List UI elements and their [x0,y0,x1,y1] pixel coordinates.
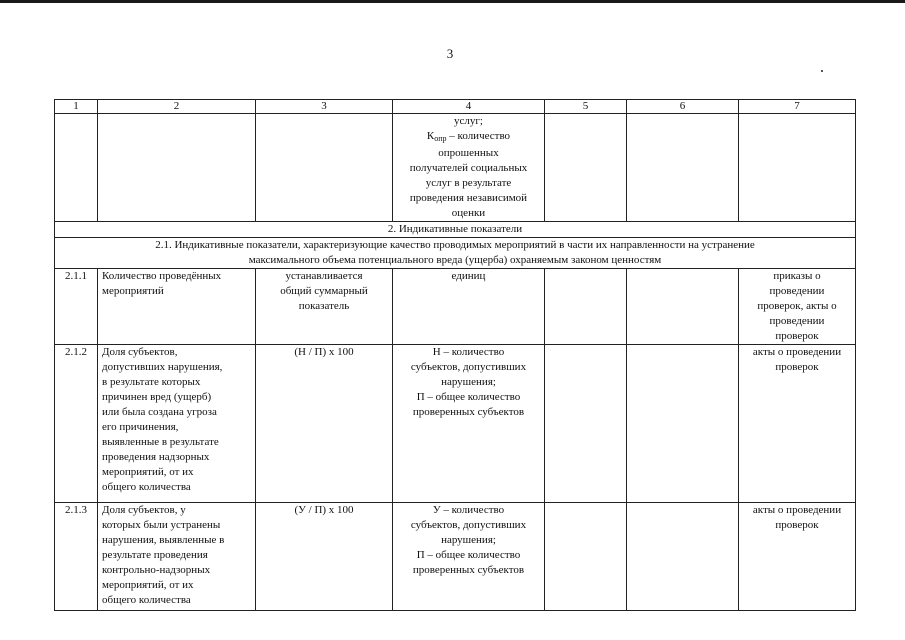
row-definition: Н – количество субъектов, допустивших нарушения; П – общее количество проверенных субъектов [393,345,545,503]
row-definition: единиц [393,269,545,345]
top-scan-edge [0,0,905,3]
continuation-rest: опрошенных получателей социальных услуг в результате проведения независимой оценки [409,147,528,219]
row-definition: У – количество субъектов, допустивших нарушения; П – общее количество проверенных субъектов [393,503,545,611]
section-title: 2. Индикативные показатели [55,222,856,238]
row-name: Количество проведённых мероприятий [98,269,256,345]
indicators-table [54,99,856,611]
row-col6 [627,503,739,611]
row-col5 [545,503,627,611]
row-formula: (Н / П) х 100 [256,345,393,503]
table-row [55,269,856,345]
row-source: акты о проведении проверок [739,503,856,611]
header-col-3: 3 [256,100,393,114]
row-source: акты о проведении проверок [739,345,856,503]
continuation-line-1: услуг; [454,115,483,127]
table-row [55,345,856,503]
row-number: 2.1.3 [55,503,98,611]
header-col-1: 1 [55,100,98,114]
scan-speck [821,70,823,72]
row-col6 [627,269,739,345]
continuation-row [55,114,856,222]
row-formula: (У / П) х 100 [256,503,393,611]
page-number: 3 [446,46,454,61]
header-col-2: 2 [98,100,256,114]
row-formula: устанавливается общий суммарный показатель [256,269,393,345]
section-row [55,222,856,238]
header-col-6: 6 [627,100,739,114]
row-source: приказы о проведении проверок, акты о проведении проверок [739,269,856,345]
header-col-7: 7 [739,100,856,114]
table-row [55,503,856,611]
row-number: 2.1.1 [55,269,98,345]
row-col5 [545,269,627,345]
row-name: Доля субъектов, допустивших нарушения, в результате которых причинен вред (ущерб) или была создана угроза его причинения, выявленные в результате проведения надзорных мероприятий, от их общего количества [98,345,256,503]
continuation-definition-cell [393,114,545,222]
header-col-4: 4 [393,100,545,114]
subsection-row [55,238,856,269]
header-col-5: 5 [545,100,627,114]
row-col5 [545,345,627,503]
header-row [55,100,856,114]
row-col6 [627,345,739,503]
subsection-title: 2.1. Индикативные показатели, характеризующие качество проводимых мероприятий в части их направленности на устранение максимального объема потенциального вреда (ущерба) охраняемым законом ценностям [55,238,856,269]
row-number: 2.1.2 [55,345,98,503]
continuation-k-line: $К_{опр}$ – количество [426,130,511,143]
row-name: Доля субъектов, у которых были устранены нарушения, выявленные в результате проведения контрольно-надзорных мероприятий, от их общего количества [98,503,256,611]
